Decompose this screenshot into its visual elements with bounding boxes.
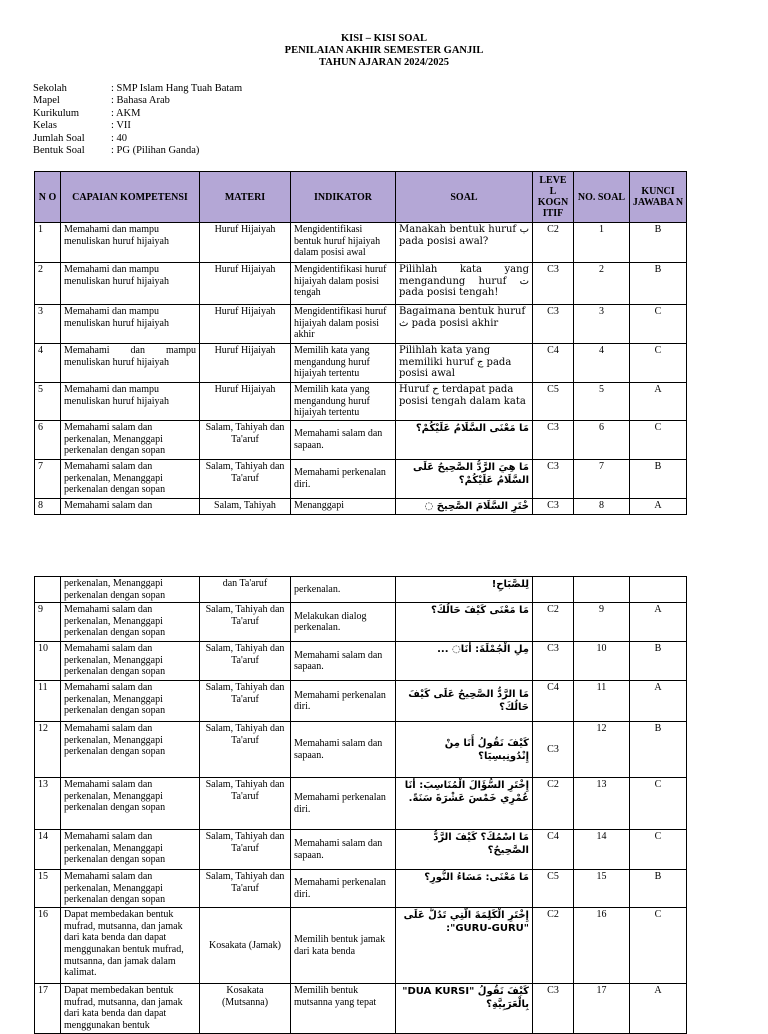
cell-materi: Huruf Hijaiyah: [200, 223, 291, 263]
cell-no: 13: [35, 778, 61, 830]
cell-kunci: A: [630, 681, 687, 722]
cell-nosoal: 7: [574, 460, 630, 499]
cell-soal: مَا اسْمُكَ؟ كَيْفَ الرَّدُّ الصَّحِيحُ؟: [396, 830, 533, 870]
table-row: [35, 830, 687, 870]
cell-no: 10: [35, 642, 61, 681]
cell-soal: Manakah bentuk huruf ب pada posisi awal?: [396, 223, 533, 263]
cell-kompetensi: Memahami dan mampu menuliskan huruf hijaiyah: [61, 305, 200, 344]
cell-indikator: Memahami salam dan sapaan.: [291, 642, 396, 681]
cell-level: C3: [533, 421, 574, 460]
kisi-table-page-2: [34, 576, 687, 1034]
meta-row: [33, 145, 242, 157]
cell-soal: Bagaimana bentuk huruf ث pada posisi akhir: [396, 305, 533, 344]
cell-kompetensi: Memahami salam dan perkenalan, Menanggapi perkenalan dengan sopan: [61, 421, 200, 460]
cell-level: C2: [533, 778, 574, 830]
cell-nosoal: 4: [574, 344, 630, 383]
cell-materi: Salam, Tahiyah dan Ta'aruf: [200, 830, 291, 870]
cell-no: 3: [35, 305, 61, 344]
cell-indikator: Memahami perkenalan diri.: [291, 778, 396, 830]
cell-materi: Huruf Hijaiyah: [200, 383, 291, 421]
cell-no: 14: [35, 830, 61, 870]
cell-level: C5: [533, 383, 574, 421]
cell-no: 16: [35, 908, 61, 984]
table-row: [35, 383, 687, 421]
cell-kompetensi: Memahami salam dan perkenalan, Menanggapi perkenalan dengan sopan: [61, 642, 200, 681]
cell-no: 8: [35, 499, 61, 515]
cell-materi: Salam, Tahiyah dan Ta'aruf: [200, 421, 291, 460]
cell-nosoal: [574, 577, 630, 603]
cell-nosoal: 1: [574, 223, 630, 263]
cell-soal: مَا هِيَ الرَّدُّ الصَّحِيحُ عَلَى السَّلَامُ عَلَيْكُمْ؟: [396, 460, 533, 499]
cell-soal: مَا الرَّدُّ الصَّحِيحُ عَلَى كَيْفَ حَالُكَ؟: [396, 681, 533, 722]
cell-level: C3: [533, 642, 574, 681]
cell-indikator: Memilih kata yang mengandung huruf hijaiyah tertentu: [291, 383, 396, 421]
meta-value: : SMP Islam Hang Tuah Batam: [111, 83, 243, 94]
cell-level: C4: [533, 344, 574, 383]
cell-level: C3: [533, 722, 574, 778]
table-header-row: [35, 172, 687, 223]
cell-kunci: B: [630, 642, 687, 681]
cell-kunci: B: [630, 722, 687, 778]
doc-year: TAHUN AJARAN 2024/2025: [319, 57, 449, 68]
cell-soal: إِخْتَرِ الْكَلِمَةَ الَّتِي تَدُلُّ عَلَى "GURU-GURU":: [396, 908, 533, 984]
cell-kunci: C: [630, 305, 687, 344]
cell-level: C2: [533, 223, 574, 263]
cell-materi: Salam, Tahiyah dan Ta'aruf: [200, 778, 291, 830]
cell-soal: مَا مَعْنَى: مَسَاءُ النُّورِ؟: [396, 870, 533, 908]
cell-level: C3: [533, 263, 574, 305]
cell-nosoal: 14: [574, 830, 630, 870]
cell-level: C3: [533, 984, 574, 1033]
cell-level: C4: [533, 681, 574, 722]
cell-indikator: Memilih bentuk jamak dari kata benda: [291, 908, 396, 984]
cell-nosoal: 5: [574, 383, 630, 421]
cell-soal: كَيْفَ نَقُولُ "DUA KURSI" بِالْعَرَبِيَّةِ؟: [396, 984, 533, 1033]
cell-indikator: Memilih bentuk mutsanna yang tepat: [291, 984, 396, 1033]
cell-nosoal: 17: [574, 984, 630, 1033]
table-row: [35, 722, 687, 778]
cell-soal: مِلِ الْجُمْلَةَ: أَنَا◌ ...: [396, 642, 533, 681]
cell-nosoal: 8: [574, 499, 630, 515]
table-row: [35, 908, 687, 984]
cell-no: 15: [35, 870, 61, 908]
col-header-no: N O: [35, 172, 61, 223]
cell-indikator: Mengidentifikasi huruf hijaiyah dalam posisi akhir: [291, 305, 396, 344]
meta-label: Jumlah Soal: [33, 132, 85, 144]
cell-level: [533, 577, 574, 603]
cell-indikator: Memahami perkenalan diri.: [291, 870, 396, 908]
cell-kompetensi: Dapat membedakan bentuk mufrad, mutsanna, dan jamak dari kata benda dan dapat menggunakan bentuk: [61, 984, 200, 1033]
col-header-indikator: INDIKATOR: [291, 172, 396, 223]
meta-label: Bentuk Soal: [33, 145, 85, 157]
cell-kunci: B: [630, 870, 687, 908]
meta-label: Kelas: [33, 120, 57, 132]
cell-materi: Huruf Hijaiyah: [200, 305, 291, 344]
col-header-level: LEVE L KOGN ITIF: [533, 172, 574, 223]
cell-kompetensi: Memahami dan mampu menuliskan huruf hijaiyah: [61, 263, 200, 305]
cell-soal: خْتَرِ السَّلَامَ الصَّحِيحَ ◌: [396, 499, 533, 515]
cell-soal: Pilihlah kata yang memiliki huruf ج pada posisi awal: [396, 344, 533, 383]
cell-materi: Salam, Tahiyah dan Ta'aruf: [200, 642, 291, 681]
meta-row: [33, 133, 242, 145]
cell-soal: Huruf ح terdapat pada posisi tengah dalam kata: [396, 383, 533, 421]
cell-indikator: Memahami perkenalan diri.: [291, 681, 396, 722]
meta-label: Kurikulum: [33, 107, 80, 119]
cell-kunci: A: [630, 603, 687, 642]
cell-materi: Salam, Tahiyah dan Ta'aruf: [200, 870, 291, 908]
table-row: [35, 499, 687, 515]
cell-materi: Kosakata (Mutsanna): [200, 984, 291, 1033]
table-row: [35, 223, 687, 263]
cell-no: 4: [35, 344, 61, 383]
cell-level: C4: [533, 830, 574, 870]
table-row: [35, 305, 687, 344]
cell-kunci: C: [630, 421, 687, 460]
cell-kunci: [630, 577, 687, 603]
table-row: [35, 577, 687, 603]
cell-kunci: A: [630, 984, 687, 1033]
meta-value: : 40: [111, 132, 128, 144]
cell-nosoal: 12: [574, 722, 630, 778]
table-row: [35, 681, 687, 722]
cell-no: 7: [35, 460, 61, 499]
cell-soal: مَا مَعْنَى السَّلَامُ عَلَيْكُمْ؟: [396, 421, 533, 460]
table-row: [35, 778, 687, 830]
cell-indikator: Menanggapi: [291, 499, 396, 515]
cell-kompetensi: Memahami dan mampu menuliskan huruf hijaiyah: [61, 223, 200, 263]
cell-kunci: A: [630, 383, 687, 421]
cell-nosoal: 3: [574, 305, 630, 344]
cell-nosoal: 13: [574, 778, 630, 830]
cell-no: [35, 577, 61, 603]
cell-level: C3: [533, 305, 574, 344]
cell-no: 6: [35, 421, 61, 460]
cell-kunci: B: [630, 263, 687, 305]
meta-value: : VII: [111, 120, 131, 132]
cell-level: C5: [533, 870, 574, 908]
cell-kompetensi: Memahami salam dan perkenalan, Menanggapi perkenalan dengan sopan: [61, 722, 200, 778]
cell-no: 11: [35, 681, 61, 722]
meta-row: [33, 83, 242, 95]
cell-kompetensi: Memahami salam dan perkenalan, Menanggapi perkenalan dengan sopan: [61, 681, 200, 722]
table-row: [35, 344, 687, 383]
cell-nosoal: 9: [574, 603, 630, 642]
cell-no: 17: [35, 984, 61, 1033]
meta-label: Sekolah: [33, 83, 67, 94]
cell-indikator: Memahami salam dan sapaan.: [291, 421, 396, 460]
table-row: [35, 642, 687, 681]
cell-kompetensi: Memahami dan mampu menuliskan huruf hijaiyah: [61, 344, 200, 383]
cell-materi: Salam, Tahiyah: [200, 499, 291, 515]
cell-kunci: C: [630, 830, 687, 870]
cell-materi: Huruf Hijaiyah: [200, 263, 291, 305]
cell-kompetensi: Memahami salam dan: [61, 499, 200, 515]
cell-nosoal: 10: [574, 642, 630, 681]
cell-materi: Salam, Tahiyah dan Ta'aruf: [200, 460, 291, 499]
cell-indikator: Memahami salam dan sapaan.: [291, 722, 396, 778]
cell-indikator: Memahami salam dan sapaan.: [291, 830, 396, 870]
cell-no: 2: [35, 263, 61, 305]
cell-soal: مَا مَعْنَى كَيْفَ حَالُكَ؟: [396, 603, 533, 642]
doc-subtitle: PENILAIAN AKHIR SEMESTER GANJIL: [284, 45, 484, 56]
cell-nosoal: 15: [574, 870, 630, 908]
meta-info: [33, 83, 242, 157]
table-row: [35, 870, 687, 908]
cell-soal: Pilihlah kata yang mengandung huruf ت pada posisi tengah!: [396, 263, 533, 305]
cell-kompetensi: Memahami salam dan perkenalan, Menanggapi perkenalan dengan sopan: [61, 778, 200, 830]
cell-soal: كَيْفَ نَقُولُ أَنَا مِنْ إِنْدُونِيسِيَا؟: [396, 722, 533, 778]
kisi-table-page-1: [34, 171, 687, 515]
cell-no: 5: [35, 383, 61, 421]
meta-value: : PG (Pilihan Ganda): [111, 145, 200, 157]
cell-materi: dan Ta'aruf: [200, 577, 291, 603]
cell-level: C3: [533, 460, 574, 499]
cell-indikator: Memahami perkenalan diri.: [291, 460, 396, 499]
table-row: [35, 460, 687, 499]
cell-kompetensi: perkenalan, Menanggapi perkenalan dengan sopan: [61, 577, 200, 603]
cell-kompetensi: Memahami salam dan perkenalan, Menanggapi perkenalan dengan sopan: [61, 870, 200, 908]
cell-level: C3: [533, 499, 574, 515]
meta-row: [33, 108, 242, 120]
meta-label: Mapel: [33, 95, 60, 107]
cell-kompetensi: Memahami salam dan perkenalan, Menanggapi perkenalan dengan sopan: [61, 830, 200, 870]
doc-title: KISI – KISI SOAL: [340, 33, 428, 44]
cell-kunci: C: [630, 908, 687, 984]
cell-indikator: Mengidentifikasi bentuk huruf hijaiyah dalam posisi awal: [291, 223, 396, 263]
col-header-kompetensi: CAPAIAN KOMPETENSI: [61, 172, 200, 223]
meta-row: [33, 120, 242, 132]
col-header-nosoal: NO. SOAL: [574, 172, 630, 223]
cell-nosoal: 16: [574, 908, 630, 984]
page-gap: [0, 520, 768, 540]
cell-materi: Salam, Tahiyah dan Ta'aruf: [200, 681, 291, 722]
col-header-materi: MATERI: [200, 172, 291, 223]
cell-kunci: C: [630, 778, 687, 830]
cell-level: C2: [533, 603, 574, 642]
cell-level: C2: [533, 908, 574, 984]
cell-kompetensi: Memahami salam dan perkenalan, Menanggapi perkenalan dengan sopan: [61, 603, 200, 642]
cell-indikator: Memilih kata yang mengandung huruf hijaiyah tertentu: [291, 344, 396, 383]
table-row: [35, 984, 687, 1033]
cell-indikator: Melakukan dialog perkenalan.: [291, 603, 396, 642]
cell-indikator: perkenalan.: [291, 577, 396, 603]
cell-soal: لِلصَّبَاحِ!: [396, 577, 533, 603]
table-row: [35, 603, 687, 642]
cell-no: 9: [35, 603, 61, 642]
cell-materi: Huruf Hijaiyah: [200, 344, 291, 383]
cell-materi: Salam, Tahiyah dan Ta'aruf: [200, 722, 291, 778]
document-page-2: [0, 540, 768, 1031]
cell-soal: إِخْتَرِ السُّؤَالَ الْمُنَاسِبَ: أَنَا عُمْرِي خَمْسَ عَشْرَةَ سَنَةً.: [396, 778, 533, 830]
cell-kunci: B: [630, 460, 687, 499]
cell-kunci: A: [630, 499, 687, 515]
cell-nosoal: 6: [574, 421, 630, 460]
cell-kunci: B: [630, 223, 687, 263]
cell-materi: Salam, Tahiyah dan Ta'aruf: [200, 603, 291, 642]
cell-indikator: Mengidentifikasi huruf hijaiyah dalam posisi tengah: [291, 263, 396, 305]
meta-row: [33, 95, 242, 107]
table-row: [35, 421, 687, 460]
cell-nosoal: 11: [574, 681, 630, 722]
cell-kompetensi: Dapat membedakan bentuk mufrad, mutsanna, dan jamak dari kata benda dan dapat menggunakan bentuk mufrad, mutsanna, dan jamak dalam kalimat.: [61, 908, 200, 984]
cell-no: 1: [35, 223, 61, 263]
col-header-soal: SOAL: [396, 172, 533, 223]
meta-value: : Bahasa Arab: [111, 95, 170, 107]
cell-materi: Kosakata (Jamak): [200, 908, 291, 984]
cell-kompetensi: Memahami dan mampu menuliskan huruf hijaiyah: [61, 383, 200, 421]
table-row: [35, 263, 687, 305]
cell-kunci: C: [630, 344, 687, 383]
cell-nosoal: 2: [574, 263, 630, 305]
cell-no: 12: [35, 722, 61, 778]
cell-kompetensi: Memahami salam dan perkenalan, Menanggapi perkenalan dengan sopan: [61, 460, 200, 499]
col-header-kunci: KUNCI JAWABA N: [630, 172, 687, 223]
meta-value: : AKM: [111, 107, 141, 119]
